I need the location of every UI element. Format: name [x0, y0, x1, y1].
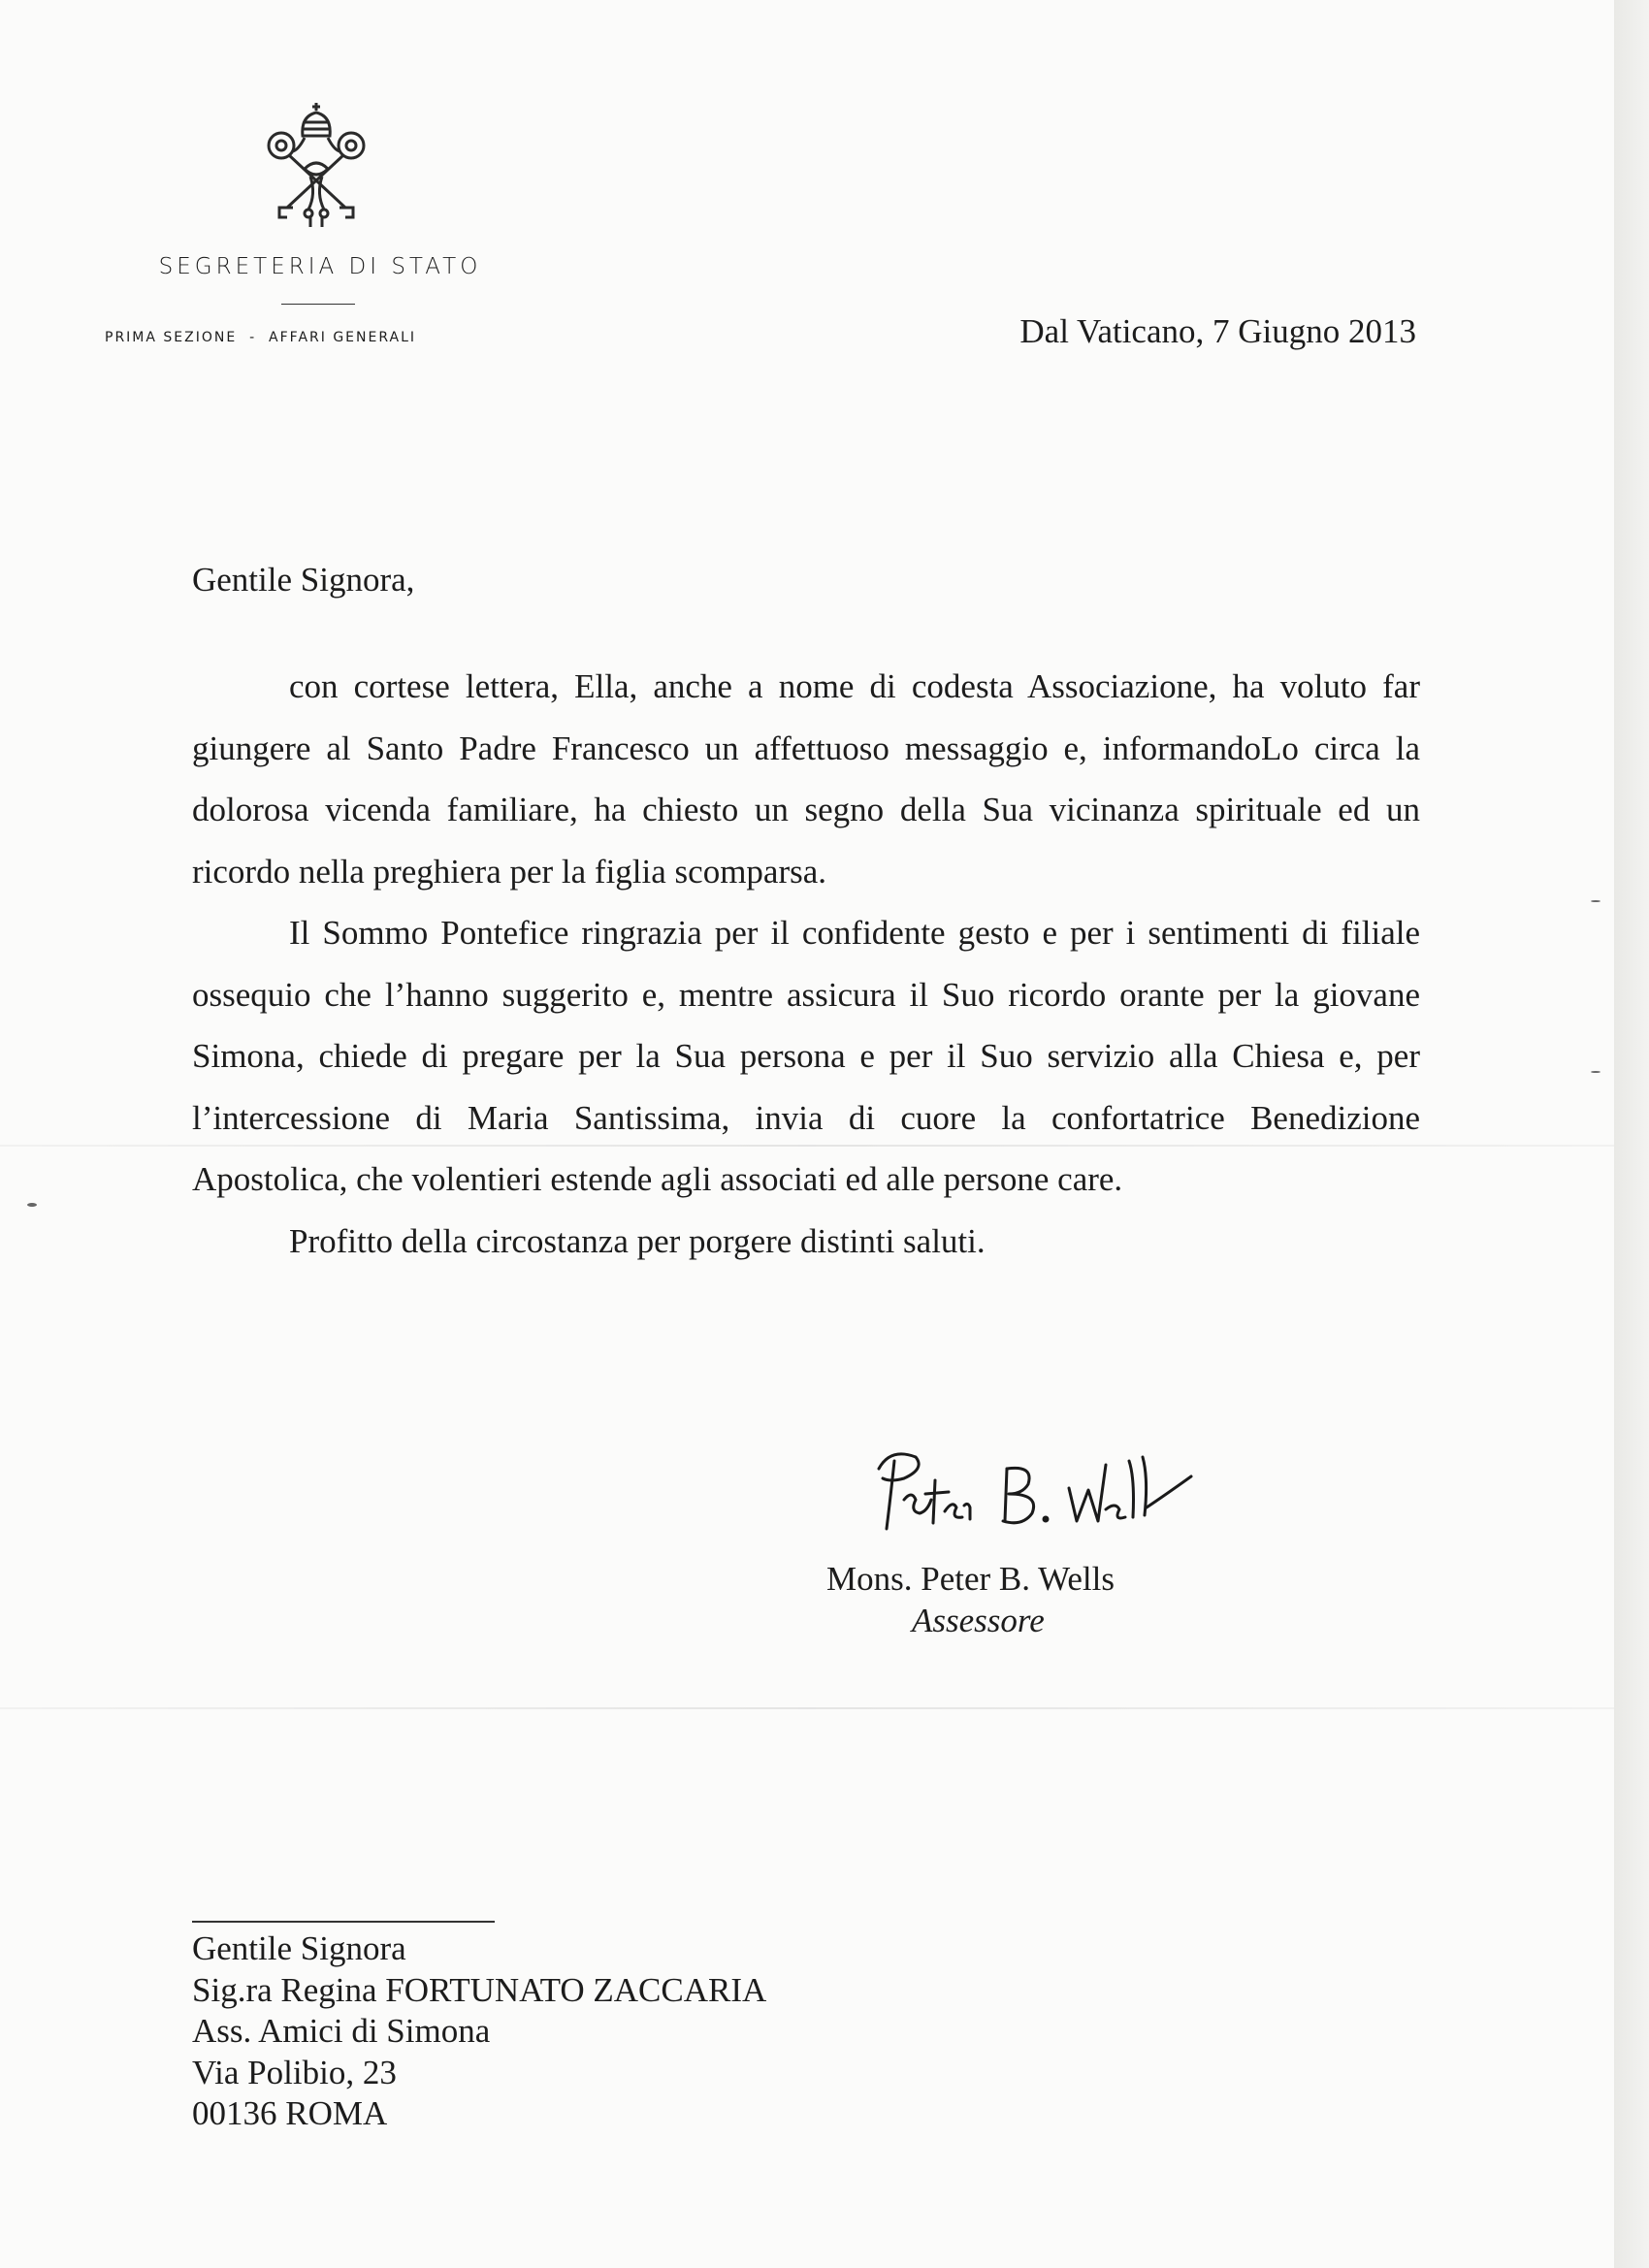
recipient-address	[192, 1928, 766, 2135]
address-line: Via Polibio, 23	[192, 2053, 397, 2091]
address-line: 00136 ROMA	[192, 2094, 388, 2132]
address-divider	[192, 1921, 495, 1923]
body-paragraph: con cortese lettera, Ella, anche a nome di codesta Associazione, ha voluto far giungere al Santo Padre Francesco un affettuoso messaggio e, informandoLo circa la dolorosa vicenda familiare, ha chiesto un segno della Sua vicinanza spirituale ed un ricordo nella preghiera per la figlia scomparsa.	[192, 667, 1420, 891]
dateline: Dal Vaticano, 7 Giugno 2013	[1019, 312, 1416, 350]
body-paragraph: Il Sommo Pontefice ringrazia per il confidente gesto e per i sentimenti di filiale ossequio che l’hanno suggerito e, mentre assicura il Suo ricordo orante per la giovane Simona, chiede di pregare per la Sua persona e per il Suo servizio alla Chiesa e, per l’intercessione di Maria Santissima, invia di cuore la confortatrice Benedizione Apostolica, che volentieri estende agli associati ed alle persone care.	[192, 914, 1420, 1198]
signer-name: Mons. Peter B. Wells	[826, 1560, 1115, 1598]
letterhead-divider	[281, 304, 355, 305]
scan-speck	[27, 1203, 37, 1207]
letter-body	[192, 656, 1420, 1272]
salutation: Gentile Signora,	[192, 561, 415, 599]
fold-line	[0, 1707, 1614, 1709]
address-line: Gentile Signora	[192, 1929, 406, 1967]
scan-speck	[1591, 900, 1600, 902]
signer-title: Assessore	[912, 1602, 1045, 1639]
address-line: Ass. Amici di Simona	[192, 2012, 491, 2050]
address-line: Sig.ra Regina FORTUNATO ZACCARIA	[192, 1970, 767, 2009]
body-paragraph: Profitto della circostanza per porgere distinti saluti.	[289, 1221, 986, 1260]
letterhead-title: SEGRETERIA DI STATO	[158, 254, 482, 279]
letterhead-section: PRIMA SEZIONE - AFFARI GENERALI	[105, 330, 417, 345]
scan-speck	[1591, 1071, 1600, 1073]
handwritten-signature	[861, 1440, 1211, 1556]
papal-coat-of-arms-icon	[260, 101, 372, 229]
scan-edge	[1614, 0, 1649, 2268]
